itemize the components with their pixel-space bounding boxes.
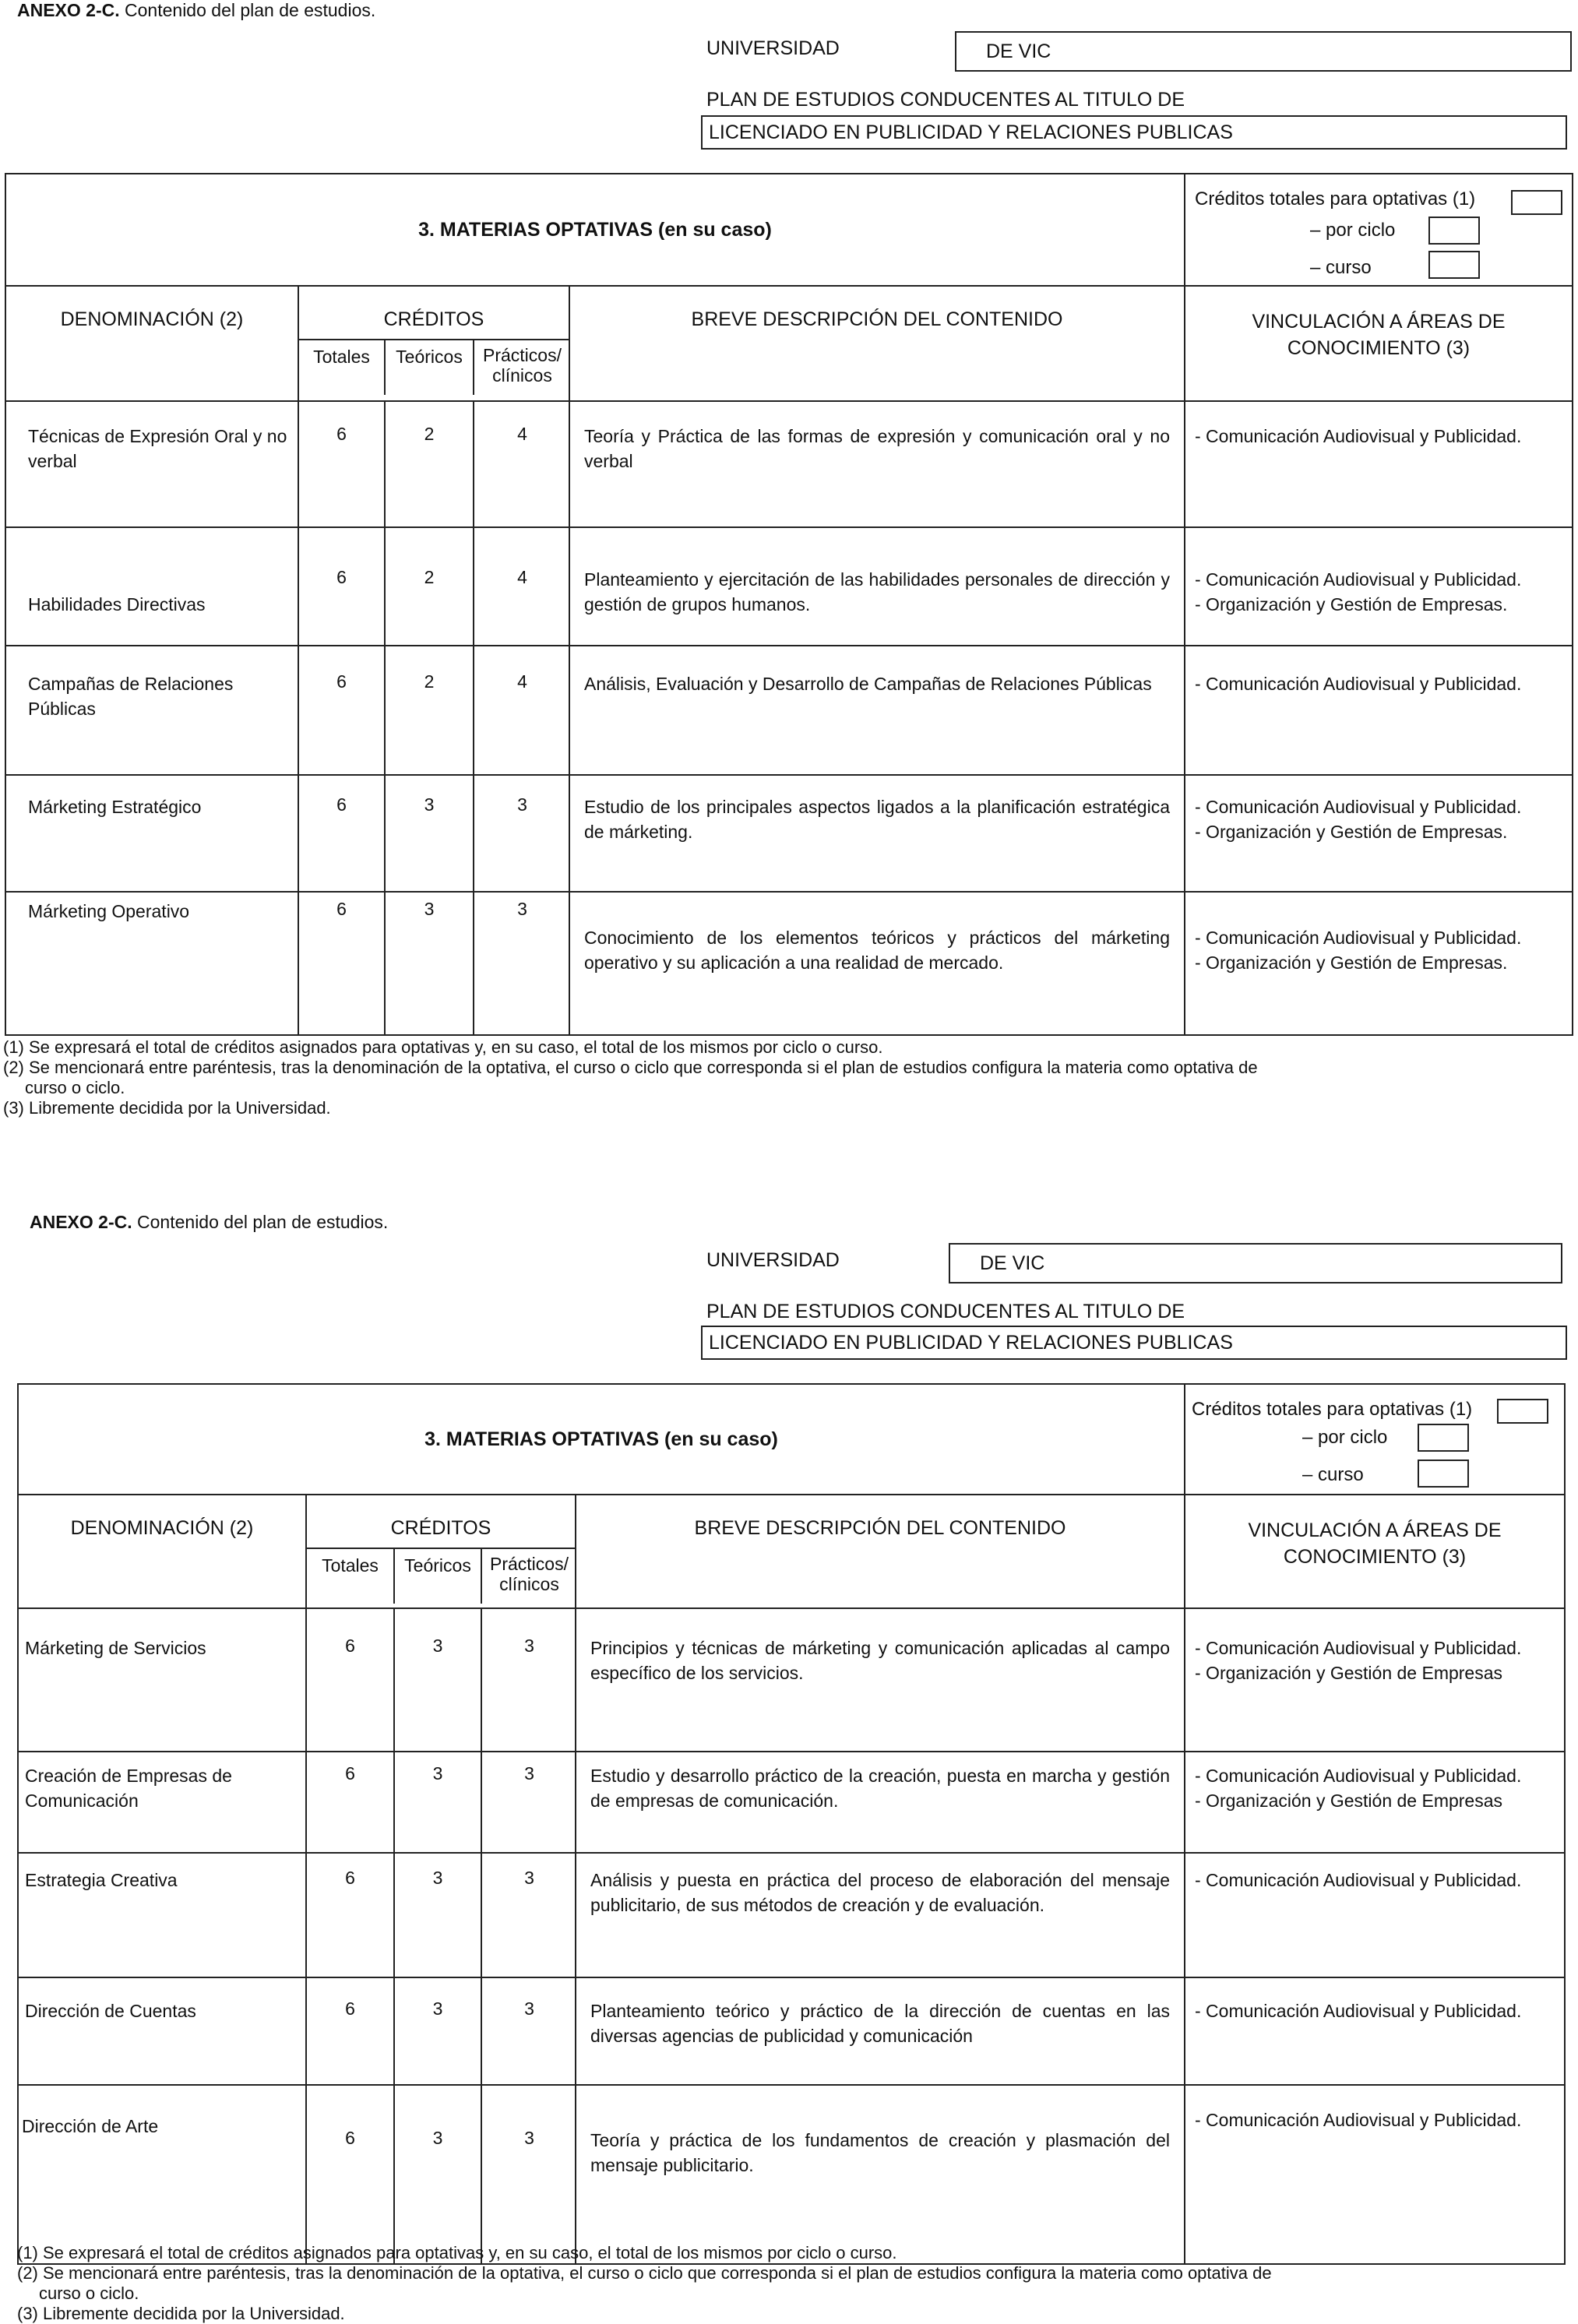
col-totales: Totales <box>322 1555 379 1576</box>
curso-field <box>1428 251 1480 279</box>
table-row <box>5 775 1573 892</box>
row-name: Estrategia Creativa <box>18 1853 306 1977</box>
anexo-heading: ANEXO 2-C. Contenido del plan de estudios. <box>17 0 376 20</box>
plan-label: PLAN DE ESTUDIOS CONDUCENTES AL TITULO DE <box>706 89 1185 111</box>
sheet-2 <box>0 1160 1578 2321</box>
table-row <box>5 892 1573 1035</box>
creditos-totales-box <box>1185 1384 1565 1495</box>
row-descripcion: Conocimiento de los elementos teóricos y prácticos del márketing operativo y su aplicación a una realidad de mercado. <box>569 892 1185 1035</box>
row-practicos: 3 <box>481 1978 576 2084</box>
vinculacion-item: - Comunicación Audiovisual y Publicidad. <box>1195 797 1522 817</box>
creditos-title: CRÉDITOS <box>299 287 569 340</box>
row-descripcion: Teoría y práctica de los fundamentos de creación y plasmación del mensaje publicitario. <box>576 2085 1185 2264</box>
col-practicos: Prácticos/ clínicos <box>474 340 570 395</box>
row-vinculacion <box>1185 401 1573 527</box>
titulo-field <box>701 1326 1567 1360</box>
footnotes <box>17 2243 1567 2324</box>
row-vinculacion <box>1185 1608 1565 1752</box>
col-descripcion: BREVE DESCRIPCIÓN DEL CONTENIDO <box>569 286 1185 401</box>
section-title: 3. MATERIAS OPTATIVAS (en su caso) <box>18 1384 1185 1495</box>
col-totales: Totales <box>313 347 370 367</box>
optativas-table <box>17 1383 1566 2265</box>
row-totales: 6 <box>345 2128 355 2148</box>
universidad-label: UNIVERSIDAD <box>706 37 840 59</box>
row-name: Técnicas de Expresión Oral y no verbal <box>5 401 298 527</box>
row-totales: 6 <box>345 1763 355 1783</box>
creditos-totales-field <box>1511 190 1562 215</box>
footnote-2-cont: curso o ciclo. <box>25 1078 125 1097</box>
footnote-2-cont: curso o ciclo. <box>39 2284 139 2303</box>
row-teoricos: 3 <box>394 1752 481 1852</box>
col-denominacion: DENOMINACIÓN (2) <box>18 1495 306 1608</box>
row-descripcion: Principios y técnicas de márketing y comunicación aplicadas al campo específico de los servicios. <box>576 1608 1185 1752</box>
row-teoricos: 3 <box>394 2086 481 2263</box>
creditos-totales-label: Créditos totales para optativas (1) <box>1192 1399 1473 1420</box>
col-creditos <box>306 1495 576 1608</box>
curso-field <box>1418 1460 1469 1488</box>
row-vinculacion <box>1185 1977 1565 2085</box>
row-name: Márketing de Servicios <box>18 1608 306 1752</box>
col-creditos <box>298 286 569 401</box>
row-descripcion: Análisis y puesta en práctica del proceso de elaboración del mensaje publicitario, de sus métodos de creación y de evaluación. <box>576 1853 1185 1977</box>
row-vinculacion <box>1185 1752 1565 1853</box>
row-vinculacion <box>1185 1853 1565 1977</box>
vinculacion-item: - Comunicación Audiovisual y Publicidad. <box>1195 426 1522 446</box>
col-teoricos: Teóricos <box>385 340 474 395</box>
row-totales: 6 <box>336 567 347 587</box>
universidad-field <box>949 1243 1562 1283</box>
por-ciclo-label: – por ciclo <box>1310 220 1396 241</box>
vinculacion-item: - Organización y Gestión de Empresas. <box>1195 822 1508 842</box>
col-teoricos: Teóricos <box>394 1549 481 1604</box>
por-ciclo-field <box>1418 1424 1469 1452</box>
sheet-1 <box>0 0 1578 1160</box>
row-totales: 6 <box>336 899 347 919</box>
row-totales: 6 <box>345 1868 355 1888</box>
footnotes <box>3 1037 1553 1118</box>
footnote-2: (2) Se mencionará entre paréntesis, tras la denominación de la optativa, el curso o ciclo que corresponda si el plan de estudios configura la materia como optativa de <box>3 1058 1258 1077</box>
row-descripcion: Teoría y Práctica de las formas de expresión y comunicación oral y no verbal <box>569 401 1185 527</box>
row-vinculacion <box>1185 775 1573 892</box>
table-row <box>5 401 1573 527</box>
table-row <box>18 1977 1565 2085</box>
row-totales: 6 <box>345 1636 355 1656</box>
plan-label: PLAN DE ESTUDIOS CONDUCENTES AL TITULO DE <box>706 1301 1185 1322</box>
row-vinculacion <box>1185 646 1573 775</box>
creditos-totales-box <box>1185 174 1573 286</box>
table-row <box>18 1752 1565 1853</box>
row-practicos: 3 <box>481 1752 576 1852</box>
optativas-table <box>5 173 1573 1036</box>
vinculacion-item: - Comunicación Audiovisual y Publicidad. <box>1195 2110 1522 2130</box>
creditos-totales-label: Créditos totales para optativas (1) <box>1195 188 1476 210</box>
titulo-value: LICENCIADO EN PUBLICIDAD Y RELACIONES PUBLICAS <box>709 1331 1233 1354</box>
vinculacion-item: - Organización y Gestión de Empresas. <box>1195 952 1508 973</box>
row-descripcion: Estudio y desarrollo práctico de la creación, puesta en marcha y gestión de empresas de comunicación. <box>576 1752 1185 1853</box>
row-vinculacion <box>1185 527 1573 646</box>
titulo-value: LICENCIADO EN PUBLICIDAD Y RELACIONES PUBLICAS <box>709 121 1233 143</box>
col-vinculacion: VINCULACIÓN A ÁREAS DE CONOCIMIENTO (3) <box>1185 1495 1565 1608</box>
col-denominacion: DENOMINACIÓN (2) <box>5 286 298 401</box>
row-name: Dirección de Arte <box>18 2085 306 2264</box>
row-practicos: 3 <box>474 776 570 891</box>
table-row <box>18 2085 1565 2264</box>
footnote-1: (1) Se expresará el total de créditos asignados para optativas y, en su caso, el total de los mismos por ciclo o curso. <box>3 1037 883 1057</box>
row-practicos: 4 <box>474 528 570 645</box>
table-row <box>18 1853 1565 1977</box>
row-teoricos: 3 <box>394 1854 481 1977</box>
row-teoricos: 3 <box>394 1609 481 1751</box>
row-descripcion: Estudio de los principales aspectos ligados a la planificación estratégica de márketing. <box>569 775 1185 892</box>
footnote-2: (2) Se mencionará entre paréntesis, tras la denominación de la optativa, el curso o ciclo que corresponda si el plan de estudios configura la materia como optativa de <box>17 2263 1272 2283</box>
row-vinculacion <box>1185 892 1573 1035</box>
row-descripcion: Planteamiento teórico y práctico de la dirección de cuentas en las diversas agencias de publicidad y comunicación <box>576 1977 1185 2085</box>
row-name: Márketing Operativo <box>5 892 298 1035</box>
footnote-3: (3) Libremente decidida por la Universidad. <box>3 1098 331 1118</box>
row-practicos: 3 <box>481 1609 576 1751</box>
row-name: Márketing Estratégico <box>5 775 298 892</box>
row-teoricos: 2 <box>385 528 474 645</box>
row-name: Habilidades Directivas <box>5 527 298 646</box>
curso-label: – curso <box>1310 257 1372 278</box>
row-practicos: 4 <box>474 646 570 774</box>
row-practicos: 3 <box>481 1854 576 1977</box>
vinculacion-item: - Comunicación Audiovisual y Publicidad. <box>1195 1766 1522 1786</box>
por-ciclo-label: – por ciclo <box>1302 1427 1388 1448</box>
row-teoricos: 2 <box>385 402 474 526</box>
vinculacion-item: - Comunicación Audiovisual y Publicidad. <box>1195 569 1522 590</box>
universidad-label: UNIVERSIDAD <box>706 1249 840 1271</box>
row-teoricos: 3 <box>385 893 474 1034</box>
vinculacion-item: - Comunicación Audiovisual y Publicidad. <box>1195 2001 1522 2021</box>
vinculacion-item: - Comunicación Audiovisual y Publicidad. <box>1195 1638 1522 1658</box>
por-ciclo-field <box>1428 217 1480 245</box>
row-teoricos: 3 <box>385 776 474 891</box>
creditos-title: CRÉDITOS <box>307 1495 575 1549</box>
anexo-heading: ANEXO 2-C. Contenido del plan de estudios. <box>30 1212 389 1232</box>
footnote-1: (1) Se expresará el total de créditos asignados para optativas y, en su caso, el total de los mismos por ciclo o curso. <box>17 2243 897 2262</box>
table-row <box>18 1608 1565 1752</box>
row-totales: 6 <box>336 424 347 444</box>
row-teoricos: 2 <box>385 646 474 774</box>
col-practicos: Prácticos/ clínicos <box>481 1549 576 1604</box>
table-row <box>5 527 1573 646</box>
vinculacion-item: - Comunicación Audiovisual y Publicidad. <box>1195 928 1522 948</box>
vinculacion-item: - Organización y Gestión de Empresas. <box>1195 594 1508 614</box>
footnote-3: (3) Libremente decidida por la Universidad. <box>17 2304 345 2323</box>
vinculacion-item: - Comunicación Audiovisual y Publicidad. <box>1195 1870 1522 1890</box>
titulo-field <box>701 115 1567 150</box>
row-practicos: 4 <box>474 402 570 526</box>
row-descripcion: Análisis, Evaluación y Desarrollo de Campañas de Relaciones Públicas <box>569 646 1185 775</box>
row-practicos: 3 <box>474 893 570 1034</box>
row-vinculacion <box>1185 2085 1565 2264</box>
row-totales: 6 <box>345 1998 355 2019</box>
curso-label: – curso <box>1302 1464 1364 1485</box>
table-row <box>5 646 1573 775</box>
universidad-value: DE VIC <box>980 1252 1045 1274</box>
universidad-field <box>955 31 1572 72</box>
row-totales: 6 <box>336 794 347 815</box>
row-teoricos: 3 <box>394 1978 481 2084</box>
universidad-value: DE VIC <box>986 40 1051 62</box>
row-name: Dirección de Cuentas <box>18 1977 306 2085</box>
row-totales: 6 <box>336 671 347 692</box>
row-name: Campañas de Relaciones Públicas <box>5 646 298 775</box>
row-descripcion: Planteamiento y ejercitación de las habilidades personales de dirección y gestión de grupos humanos. <box>569 527 1185 646</box>
col-descripcion: BREVE DESCRIPCIÓN DEL CONTENIDO <box>576 1495 1185 1608</box>
vinculacion-item: - Comunicación Audiovisual y Publicidad. <box>1195 674 1522 694</box>
vinculacion-item: - Organización y Gestión de Empresas <box>1195 1791 1503 1811</box>
row-name: Creación de Empresas de Comunicación <box>18 1752 306 1853</box>
creditos-totales-field <box>1497 1399 1548 1424</box>
row-practicos: 3 <box>481 2086 576 2263</box>
vinculacion-item: - Organización y Gestión de Empresas <box>1195 1663 1503 1683</box>
section-title: 3. MATERIAS OPTATIVAS (en su caso) <box>5 174 1185 286</box>
col-vinculacion: VINCULACIÓN A ÁREAS DE CONOCIMIENTO (3) <box>1185 286 1573 401</box>
